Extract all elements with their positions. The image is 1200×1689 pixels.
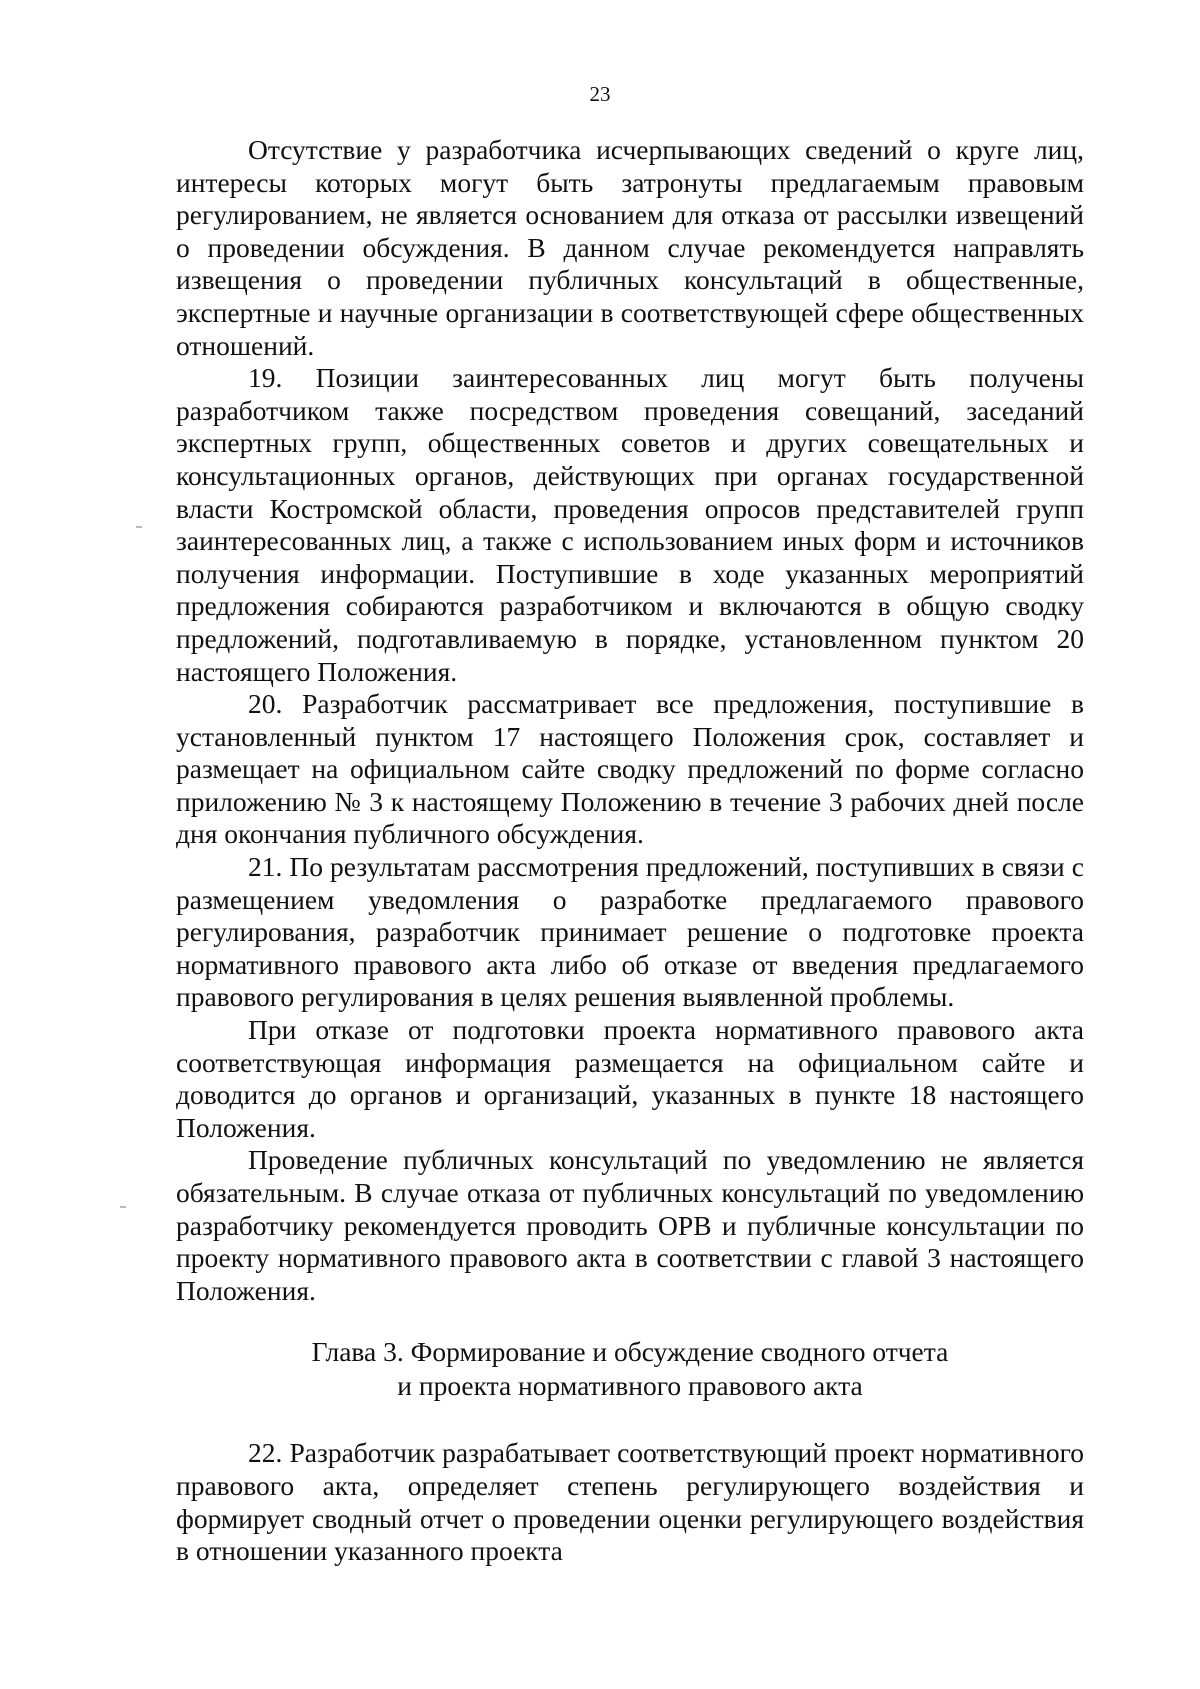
paragraph-20: 20. Разработчик рассматривает все предложения, поступившие в установленный пунктом 17 настоящего Положения срок, составляет и размещает на официальном сайте сводку предложений по форме согласно приложению № 3 к настоящему Положению в течение 3 рабочих дней после дня окончания публичного обсуждения. — [176, 688, 1084, 850]
paragraph: Проведение публичных консультаций по уведомлению не является обязательным. В случае отказа от публичных консультаций по уведомлению разработчику рекомендуется проводить ОРВ и публичные консультации по проекту нормативного правового акта в соответствии с главой 3 настоящего Положения. — [176, 1144, 1084, 1306]
scan-artifact — [120, 1206, 126, 1208]
scan-artifact — [136, 526, 142, 528]
chapter-heading-line: Глава 3. Формирование и обсуждение сводного отчета — [311, 1336, 949, 1368]
paragraph: Отсутствие у разработчика исчерпывающих сведений о круге лиц, интересы которых могут быть затронуты предлагаемым правовым регулированием, не является основанием для отказа от рассылки извещений о проведении обсуждения. В данном случае рекомендуется направлять извещения о проведении публичных консультаций в общественные, экспертные и научные организации в соответствующей сфере общественных отношений. — [176, 134, 1084, 361]
paragraph-21: 21. По результатам рассмотрения предложений, поступивших в связи с размещением уведомления о разработке предлагаемого правового регулирования, разработчик принимает решение о подготовке проекта нормативного правового акта либо об отказе от введения предлагаемого правового регулирования в целях решения выявленной проблемы. — [176, 851, 1084, 1013]
page-number: 23 — [589, 82, 611, 106]
paragraph-19: 19. Позиции заинтересованных лиц могут быть получены разработчиком также посредством проведения совещаний, заседаний экспертных групп, общественных советов и других совещательных и консультационных органов, действующих при органах государственной власти Костромской области, проведения опросов представителей групп заинтересованных лиц, а также с использованием иных форм и источников получения информации. Поступившие в ходе указанных мероприятий предложения собираются разработчиком и включаются в общую сводку предложений, подготавливаемую в порядке, установленном пунктом 20 настоящего Положения. — [176, 362, 1084, 687]
chapter-heading — [176, 1335, 1084, 1403]
paragraph-22: 22. Разработчик разрабатывает соответствующий проект нормативного правового акта, определяет степень регулирующего воздействия и формирует сводный отчет о проведении оценки регулирующего воздействия в отношении указанного проекта — [176, 1437, 1084, 1567]
paragraph: При отказе от подготовки проекта нормативного правового акта соответствующая информация размещается на официальном сайте и доводится до органов и организаций, указанных в пункте 18 настоящего Положения. — [176, 1014, 1084, 1143]
chapter-heading-line: и проекта нормативного правового акта — [397, 1370, 863, 1402]
document-body — [176, 134, 1084, 1568]
